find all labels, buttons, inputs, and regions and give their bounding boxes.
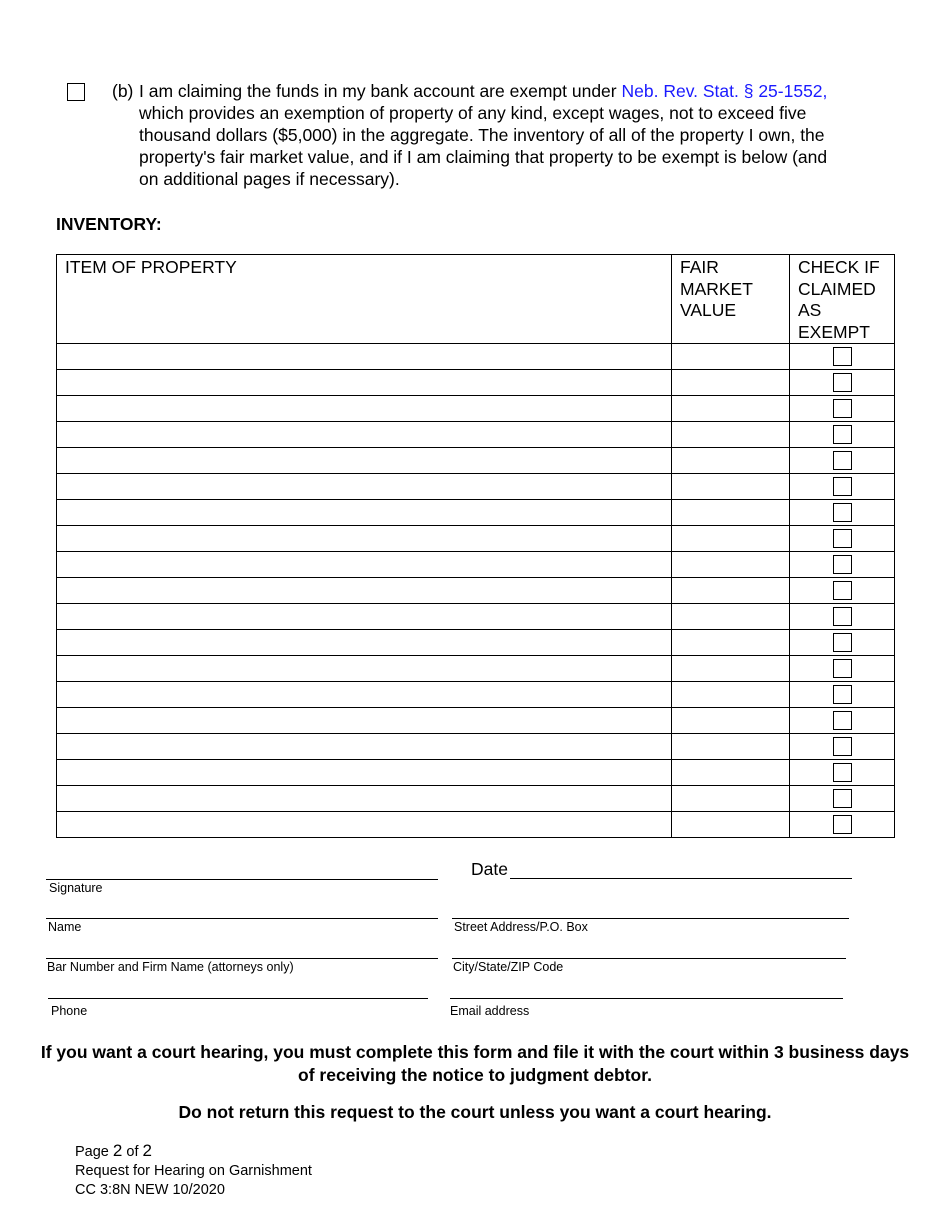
exempt-check-cell	[790, 552, 895, 578]
street-address-line[interactable]	[452, 918, 849, 919]
inventory-row	[57, 422, 895, 448]
fair-market-value-cell[interactable]	[672, 734, 790, 760]
form-title: Request for Hearing on Garnishment	[75, 1163, 312, 1179]
exempt-check-cell	[790, 422, 895, 448]
item-of-property-cell[interactable]	[57, 734, 672, 760]
exempt-check-cell	[790, 370, 895, 396]
item-of-property-cell[interactable]	[57, 448, 672, 474]
option-b-body	[139, 102, 899, 190]
item-of-property-cell[interactable]	[57, 474, 672, 500]
exempt-checkbox[interactable]	[833, 425, 852, 444]
item-of-property-cell[interactable]	[57, 344, 672, 370]
fair-market-value-cell[interactable]	[672, 604, 790, 630]
inventory-row	[57, 760, 895, 786]
exempt-checkbox[interactable]	[833, 503, 852, 522]
inventory-rows	[57, 344, 895, 838]
return-notice: Do not return this request to the court unless you want a court hearing.	[178, 1102, 772, 1122]
col-fair-market-value: FAIR MARKET VALUE	[672, 255, 790, 344]
inventory-row	[57, 630, 895, 656]
inventory-row	[57, 370, 895, 396]
bar-number-label: Bar Number and Firm Name (attorneys only)	[47, 960, 294, 974]
hearing-notice: If you want a court hearing, you must complete this form and file it with the court within 3 business days of receiving the notice to judgment debtor.	[40, 1042, 910, 1085]
exempt-check-cell	[790, 708, 895, 734]
fair-market-value-cell[interactable]	[672, 370, 790, 396]
inventory-row	[57, 786, 895, 812]
city-state-zip-line[interactable]	[452, 958, 846, 959]
exempt-checkbox[interactable]	[833, 737, 852, 756]
date-line[interactable]	[510, 878, 852, 879]
inventory-row	[57, 812, 895, 838]
fair-market-value-cell[interactable]	[672, 812, 790, 838]
exempt-check-cell	[790, 578, 895, 604]
exemption-b-checkbox[interactable]	[67, 83, 85, 101]
inventory-row	[57, 474, 895, 500]
fair-market-value-cell[interactable]	[672, 630, 790, 656]
inventory-row	[57, 500, 895, 526]
exempt-checkbox[interactable]	[833, 763, 852, 782]
exempt-checkbox[interactable]	[833, 633, 852, 652]
inventory-row	[57, 604, 895, 630]
inventory-row	[57, 396, 895, 422]
page-of: of	[126, 1144, 139, 1160]
phone-label: Phone	[51, 1004, 88, 1018]
city-state-zip-label: City/State/ZIP Code	[453, 960, 564, 974]
inventory-row	[57, 344, 895, 370]
exempt-checkbox[interactable]	[833, 477, 852, 496]
inventory-row	[57, 526, 895, 552]
item-of-property-cell[interactable]	[57, 552, 672, 578]
fair-market-value-cell[interactable]	[672, 474, 790, 500]
item-of-property-cell[interactable]	[57, 578, 672, 604]
fair-market-value-cell[interactable]	[672, 526, 790, 552]
fair-market-value-cell[interactable]	[672, 760, 790, 786]
item-of-property-cell[interactable]	[57, 760, 672, 786]
inventory-row	[57, 578, 895, 604]
exempt-checkbox[interactable]	[833, 347, 852, 366]
item-of-property-cell[interactable]	[57, 708, 672, 734]
page-total: 2	[142, 1141, 152, 1160]
exempt-check-cell	[790, 812, 895, 838]
item-of-property-cell[interactable]	[57, 370, 672, 396]
exempt-check-cell	[790, 344, 895, 370]
option-b-label: (b)	[112, 81, 134, 101]
item-of-property-cell[interactable]	[57, 786, 672, 812]
fair-market-value-cell[interactable]	[672, 656, 790, 682]
inventory-row	[57, 708, 895, 734]
item-of-property-cell[interactable]	[57, 526, 672, 552]
exempt-checkbox[interactable]	[833, 789, 852, 808]
fair-market-value-cell[interactable]	[672, 552, 790, 578]
page-word: Page	[75, 1144, 109, 1160]
exempt-checkbox[interactable]	[833, 607, 852, 626]
exempt-check-cell	[790, 448, 895, 474]
fair-market-value-cell[interactable]	[672, 708, 790, 734]
name-line[interactable]	[46, 918, 438, 919]
exempt-check-cell	[790, 786, 895, 812]
exempt-check-cell	[790, 630, 895, 656]
fair-market-value-cell[interactable]	[672, 448, 790, 474]
street-address-label: Street Address/P.O. Box	[454, 920, 588, 934]
inventory-row	[57, 682, 895, 708]
signature-line[interactable]	[46, 879, 438, 880]
exempt-checkbox[interactable]	[833, 529, 852, 548]
email-line[interactable]	[450, 998, 843, 999]
exempt-check-cell	[790, 474, 895, 500]
option-b-line: on additional pages if necessary).	[139, 169, 400, 189]
exempt-check-cell	[790, 656, 895, 682]
exempt-checkbox[interactable]	[833, 659, 852, 678]
fair-market-value-cell[interactable]	[672, 422, 790, 448]
option-b-text: I am claiming the funds in my bank account are exempt under	[139, 81, 617, 101]
exempt-check-cell	[790, 500, 895, 526]
exempt-check-cell	[790, 760, 895, 786]
email-label: Email address	[450, 1004, 530, 1018]
item-of-property-cell[interactable]	[57, 682, 672, 708]
option-b-line: thousand dollars ($5,000) in the aggregate. The inventory of all of the property I own, the	[139, 125, 825, 145]
fair-market-value-cell[interactable]	[672, 396, 790, 422]
col-item-of-property: ITEM OF PROPERTY	[57, 255, 672, 344]
form-code: CC 3:8N NEW 10/2020	[75, 1182, 225, 1198]
exempt-check-cell	[790, 734, 895, 760]
exempt-checkbox[interactable]	[833, 815, 852, 834]
exempt-check-cell	[790, 682, 895, 708]
item-of-property-cell[interactable]	[57, 656, 672, 682]
item-of-property-cell[interactable]	[57, 500, 672, 526]
item-of-property-cell[interactable]	[57, 630, 672, 656]
name-label: Name	[48, 920, 82, 934]
fair-market-value-cell[interactable]	[672, 578, 790, 604]
exempt-checkbox[interactable]	[833, 685, 852, 704]
exempt-check-cell	[790, 526, 895, 552]
option-b-line: which provides an exemption of property of any kind, except wages, not to exceed five	[139, 103, 807, 123]
item-of-property-cell[interactable]	[57, 396, 672, 422]
inventory-row	[57, 656, 895, 682]
item-of-property-cell[interactable]	[57, 812, 672, 838]
statute-link[interactable]: Neb. Rev. Stat. § 25-1552,	[621, 81, 828, 101]
exempt-checkbox[interactable]	[833, 451, 852, 470]
signature-label: Signature	[49, 881, 103, 895]
phone-line[interactable]	[48, 998, 428, 999]
exempt-check-cell	[790, 604, 895, 630]
inventory-header-row	[57, 255, 895, 344]
exempt-checkbox[interactable]	[833, 399, 852, 418]
fair-market-value-cell[interactable]	[672, 344, 790, 370]
fair-market-value-cell[interactable]	[672, 682, 790, 708]
exempt-checkbox[interactable]	[833, 555, 852, 574]
inventory-table	[56, 254, 895, 838]
bar-number-line[interactable]	[46, 958, 438, 959]
exempt-checkbox[interactable]	[833, 581, 852, 600]
date-label: Date	[471, 859, 508, 879]
exempt-checkbox[interactable]	[833, 711, 852, 730]
page-current: 2	[112, 1141, 123, 1160]
fair-market-value-cell[interactable]	[672, 500, 790, 526]
option-b-line: property's fair market value, and if I am claiming that property to be exempt is below (and	[139, 147, 828, 167]
exempt-checkbox[interactable]	[833, 373, 852, 392]
option-b-first-line	[139, 80, 899, 102]
item-of-property-cell[interactable]	[57, 604, 672, 630]
inventory-row	[57, 734, 895, 760]
item-of-property-cell[interactable]	[57, 422, 672, 448]
inventory-heading: INVENTORY:	[56, 214, 162, 234]
exempt-check-cell	[790, 396, 895, 422]
inventory-row	[57, 448, 895, 474]
fair-market-value-cell[interactable]	[672, 786, 790, 812]
col-claimed-exempt: CHECK IF CLAIMED AS EXEMPT	[790, 255, 895, 344]
page-indicator	[75, 1141, 152, 1161]
inventory-row	[57, 552, 895, 578]
